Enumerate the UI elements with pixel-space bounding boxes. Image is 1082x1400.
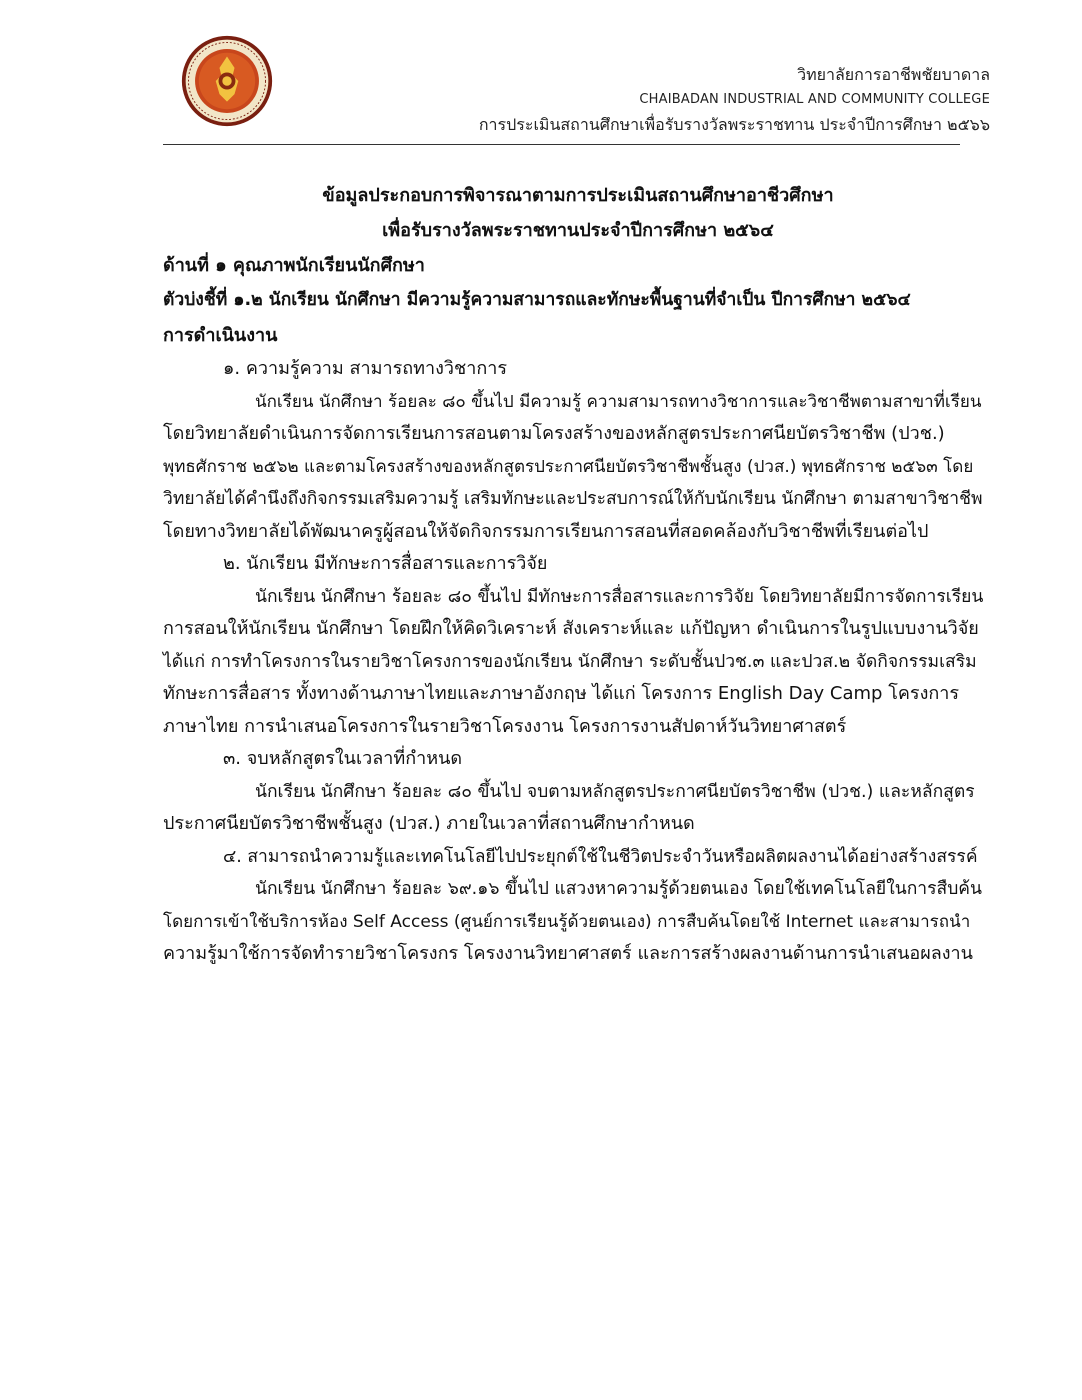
section-1-heading: ๑. ความรู้ความ สามารถทางวิชาการ	[223, 358, 508, 379]
document-title-line-2: เพื่อรับรางวัลพระราชทานประจำปีการศึกษา ๒๕๖๔	[382, 220, 774, 241]
section-2-line: ได้แก่ การทำโครงการในรายวิชาโครงการของนักเรียน นักศึกษา ระดับชั้นปวช.๓ และปวส.๒ จัดกิจกรรมเสริม	[163, 651, 977, 672]
document-body	[163, 178, 993, 971]
section-4-line: ความรู้มาใช้การจัดทำรายวิชาโครงกร โครงงานวิทยาศาสตร์ และการสร้างผลงานด้านการนำเสนอผลงาน	[163, 943, 973, 964]
section-1-line: วิทยาลัยได้คำนึงถึงกิจกรรมเสริมความรู้ เสริมทักษะและประสบการณ์ให้กับนักเรียน นักศึกษา ตามสาขาวิชาชีพ	[163, 489, 983, 509]
header-divider	[163, 144, 960, 145]
document-title-line-1: ข้อมูลประกอบการพิจารณาตามการประเมินสถานศึกษาอาชีวศึกษา	[322, 185, 834, 206]
section-2-heading: ๒. นักเรียน มีทักษะการสื่อสารและการวิจัย	[223, 553, 548, 574]
section-2-line: ภาษาไทย การนำเสนอโครงการในรายวิชาโครงงาน โครงการงานสัปดาห์วันวิทยาศาสตร์	[163, 715, 847, 737]
section-2-line: นักเรียน นักศึกษา ร้อยละ ๘๐ ขึ้นไป มีทักษะการสื่อสารและการวิจัย โดยวิทยาลัยมีการจัดการเรียน	[255, 586, 984, 607]
operation-heading: การดำเนินงาน	[163, 325, 278, 346]
section-3-heading: ๓. จบหลักสูตรในเวลาที่กำหนด	[223, 748, 463, 769]
indicator-heading: ตัวบ่งชี้ที่ ๑.๒ นักเรียน นักศึกษา มีความรู้ความสามารถและทักษะพื้นฐานที่จำเป็น ปีการศึกษา ๒๕๖๔	[163, 290, 911, 310]
section-1-line: โดยวิทยาลัยดำเนินการจัดการเรียนการสอนตามโครงสร้างของหลักสูตรประกาศนียบัตรวิชาชีพ (ปวช.)	[163, 423, 945, 444]
section-3-line: ประกาศนียบัตรวิชาชีพชั้นสูง (ปวส.) ภายในเวลาที่สถานศึกษากำหนด	[163, 813, 695, 834]
college-seal-logo	[180, 34, 274, 128]
section-1-line: นักเรียน นักศึกษา ร้อยละ ๘๐ ขึ้นไป มีความรู้ ความสามารถทางวิชาการและวิชาชีพตามสาขาที่เรียน	[255, 391, 982, 412]
section-4-line: นักเรียน นักศึกษา ร้อยละ ๖๙.๑๖ ขึ้นไป แสวงหาความรู้ด้วยตนเอง โดยใช้เทคโนโลยีในการสืบค้น	[255, 879, 982, 899]
aspect-heading: ด้านที่ ๑ คุณภาพนักเรียนนักศึกษา	[163, 255, 425, 276]
college-name-english: CHAIBADAN INDUSTRIAL AND COMMUNITY COLLEGE	[639, 92, 990, 107]
section-2-line: ทักษะการสื่อสาร ทั้งทางด้านภาษาไทยและภาษาอังกฤษ ได้แก่ โครงการ English Day Camp โครงการ	[163, 683, 960, 704]
section-4-heading: ๔. สามารถนำความรู้และเทคโนโลยีไปประยุกต์ใช้ในชีวิตประจำวันหรือผลิตผลงานได้อย่างสร้างสรรค์	[223, 846, 978, 867]
section-4-line: โดยการเข้าใช้บริการห้อง Self Access (ศูนย์การเรียนรู้ด้วยตนเอง) การสืบค้นโดยใช้ Internet และสามารถนำ	[163, 911, 971, 932]
section-1-line: พุทธศักราช ๒๕๖๒ และตามโครงสร้างของหลักสูตรประกาศนียบัตรวิชาชีพชั้นสูง (ปวส.) พุทธศักราช ๒๕๖๓ โดย	[163, 456, 974, 477]
section-1-line: โดยทางวิทยาลัยได้พัฒนาครูผู้สอนให้จัดกิจกรรมการเรียนการสอนที่สอดคล้องกับวิชาชีพที่เรียนต่อไป	[163, 520, 929, 542]
college-name-thai: วิทยาลัยการอาชีพชัยบาดาล	[797, 65, 990, 84]
section-3-line: นักเรียน นักศึกษา ร้อยละ ๘๐ ขึ้นไป จบตามหลักสูตรประกาศนียบัตรวิชาชีพ (ปวช.) และหลักสูตร	[255, 781, 975, 802]
section-2-line: การสอนให้นักเรียน นักศึกษา โดยฝึกให้คิดวิเคราะห์ สังเคราะห์และ แก้ปัญหา ดำเนินการในรูปแบบงานวิจัย	[163, 618, 979, 639]
header-subtitle: การประเมินสถานศึกษาเพื่อรับรางวัลพระราชทาน ประจำปีการศึกษา ๒๕๖๖	[478, 115, 990, 134]
document-header	[479, 62, 990, 138]
